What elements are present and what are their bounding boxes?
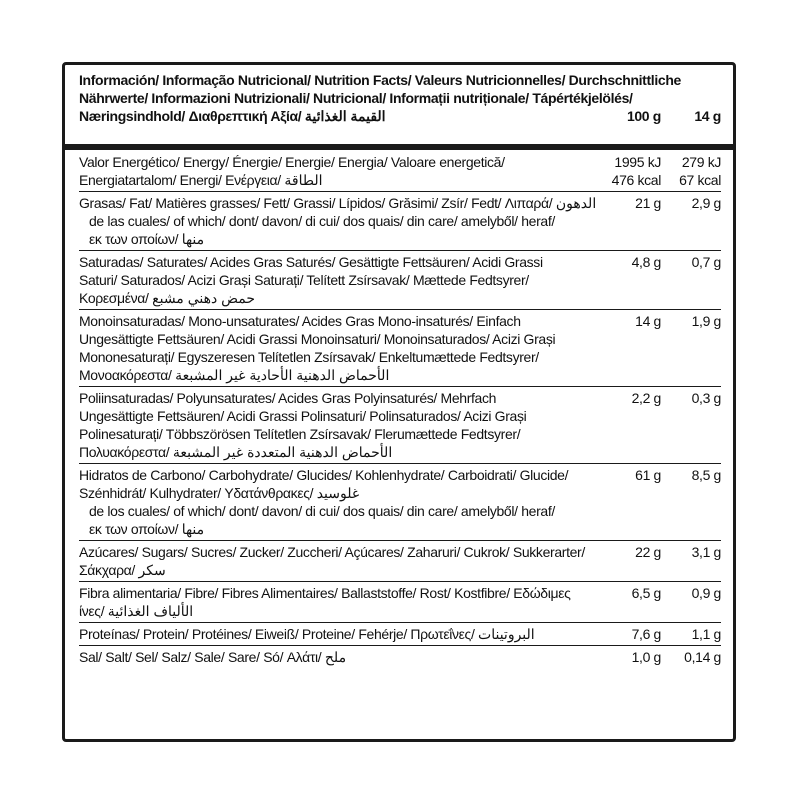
nutrient-name-line: Grasas/ Fat/ Matières grasses/ Fett/ Grassi/ Lípidos/ Grăsimi/ Zsír/ Fedt/ Λιπαρά/ الدهون (79, 195, 597, 211)
value-per-100g-text: 476 kcal (611, 172, 661, 188)
value-per-100g-text: 21 g (635, 195, 661, 211)
value-per-14g-text: 8,5 g (691, 467, 721, 483)
nutrient-row-energy (79, 151, 721, 192)
value-per-100g (571, 543, 661, 561)
value-per-100g-text: 2,2 g (631, 390, 661, 406)
value-per-100g (571, 466, 661, 484)
nutrient-name (79, 194, 609, 248)
value-per-100g-text: 7,6 g (631, 626, 661, 642)
nutrient-name-line: Azúcares/ Sugars/ Sucres/ Zucker/ Zuccheri/ Açúcares/ Zaharuri/ Cukrok/ Sukkerarter/ (79, 544, 585, 560)
value-per-14g (665, 466, 721, 484)
value-per-100g (571, 625, 661, 643)
nutrient-row-polyunsaturates (79, 387, 721, 464)
nutrient-name-line: Saturadas/ Saturates/ Acides Gras Saturés/ Gesättigte Fettsäuren/ Acidi Grassi (79, 254, 543, 270)
value-per-14g (665, 312, 721, 330)
nutrition-header (79, 71, 721, 125)
value-per-14g-text: 0,7 g (691, 254, 721, 270)
value-per-100g-text: 4,8 g (631, 254, 661, 270)
value-per-14g (665, 194, 721, 212)
value-per-100g (571, 312, 661, 330)
value-per-14g-text: 2,9 g (691, 195, 721, 211)
nutrient-name-line: Σάκχαρα/ سكر (79, 562, 166, 578)
nutrient-name (79, 312, 609, 384)
nutrient-name-line: ίνες/ الألياف الغذائية (79, 603, 194, 619)
value-per-100g-text: 22 g (635, 544, 661, 560)
header-title-line-3: Næringsindhold/ Διαθρεπτική Αξία/ القيمة الغذائية (79, 108, 386, 124)
nutrient-name (79, 153, 609, 189)
column-header-14g: 14 g (694, 108, 721, 124)
value-per-14g-text: 0,14 g (684, 649, 721, 665)
value-per-14g-text: 0,3 g (691, 390, 721, 406)
nutrient-row-protein (79, 623, 721, 646)
value-per-14g (665, 543, 721, 561)
value-per-100g (571, 253, 661, 271)
nutrient-name-line: Ungesättigte Fettsäuren/ Acidi Grassi Monoinsaturi/ Monoinsaturados/ Acizi Grași (79, 331, 556, 347)
nutrient-name-line: de los cuales/ of which/ dont/ davon/ di cui/ dos quais/ din care/ amelyből/ heraf/ (89, 503, 555, 519)
nutrient-name (79, 253, 609, 307)
nutrient-table (79, 151, 721, 668)
nutrient-row-saturates (79, 251, 721, 310)
value-per-100g (571, 584, 661, 602)
nutrient-name (79, 389, 609, 461)
value-per-14g (665, 389, 721, 407)
nutrient-name-line: Saturi/ Saturados/ Acizi Grași Saturați/ Telített Zsírsavak/ Mættede Fedtsyrer/ (79, 272, 529, 288)
nutrient-name-line: Valor Energético/ Energy/ Énergie/ Energie/ Energia/ Valoare energetică/ (79, 154, 505, 170)
nutrient-name-line: Energiatartalom/ Energi/ Ενέργεια/ الطاقة (79, 172, 323, 188)
nutrient-name-line: Proteínas/ Protein/ Protéines/ Eiweiß/ Proteine/ Fehérje/ Πρωτεΐνες/ البروتينات (79, 626, 535, 642)
nutrient-name-line: εκ των οποίων/ منها (89, 521, 205, 537)
nutrient-name (79, 625, 609, 643)
nutrient-name-line: Polinesaturați/ Többszörösen Telítetlen Zsírsavak/ Flerumættede Fedtsyrer/ (79, 426, 521, 442)
nutrient-name-line: Monoinsaturadas/ Mono-unsaturates/ Acides Gras Mono-insaturés/ Einfach (79, 313, 521, 329)
header-divider (65, 144, 733, 150)
value-per-14g (665, 253, 721, 271)
column-header-100g: 100 g (626, 108, 661, 124)
value-per-14g (665, 584, 721, 602)
header-title-line-2: Nährwerte/ Informazioni Nutrizionali/ Nutricional/ Informații nutriționale/ Tápértékjelölés/ (79, 90, 633, 106)
value-per-14g (665, 153, 721, 189)
nutrition-facts-panel (62, 62, 736, 742)
value-per-100g-text: 1995 kJ (614, 154, 661, 170)
nutrient-row-monounsaturates (79, 310, 721, 387)
nutrient-name-line: de las cuales/ of which/ dont/ davon/ di cui/ dos quais/ din care/ amelyből/ heraf/ (89, 213, 555, 229)
value-per-100g-text: 1,0 g (631, 649, 661, 665)
value-per-100g-text: 14 g (635, 313, 661, 329)
column-headers (599, 107, 721, 125)
value-per-14g (665, 648, 721, 666)
nutrient-name-line: Μονοακόρεστα/ الأحماض الدهنية الأحادية غير المشبعة (79, 367, 390, 383)
value-per-14g-text: 279 kJ (681, 154, 721, 170)
nutrient-name-line: Poliinsaturadas/ Polyunsaturates/ Acides Gras Polyinsaturés/ Mehrfach (79, 390, 497, 406)
nutrient-name-line: εκ των οποίων/ منها (89, 231, 205, 247)
nutrient-name-line: Hidratos de Carbono/ Carbohydrate/ Glucides/ Kohlenhydrate/ Carboidrati/ Glucide/ (79, 467, 569, 483)
nutrient-row-fibre (79, 582, 721, 623)
value-per-14g-text: 67 kcal (679, 172, 721, 188)
nutrient-name (79, 584, 609, 620)
nutrient-name (79, 648, 609, 666)
value-per-100g (571, 194, 661, 212)
nutrient-name-line: Πολυακόρεστα/ الأحماض الدهنية المتعددة غير المشبعة (79, 444, 393, 460)
nutrient-name (79, 466, 609, 538)
nutrient-name-line: Sal/ Salt/ Sel/ Salz/ Sale/ Sare/ Só/ Αλάτι/ ملح (79, 649, 347, 665)
nutrient-row-sugars (79, 541, 721, 582)
value-per-100g (571, 153, 661, 189)
nutrient-name-line: Szénhidrát/ Kulhydrater/ Υδατάνθρακες/ غلوسيد (79, 485, 360, 501)
value-per-14g-text: 1,1 g (691, 626, 721, 642)
nutrient-name-line: Κορεσμένα/ حمض دهني مشبع (79, 290, 255, 306)
nutrient-name-line: Mononesaturați/ Egyszeresen Telítetlen Zsírsavak/ Enkeltumættede Fedtsyrer/ (79, 349, 539, 365)
nutrient-row-salt (79, 646, 721, 668)
value-per-100g (571, 389, 661, 407)
header-title-line-1: Información/ Informação Nutricional/ Nutrition Facts/ Valeurs Nutricionnelles/ Durchschnittliche (79, 72, 681, 88)
value-per-14g-text: 0,9 g (691, 585, 721, 601)
value-per-100g-text: 61 g (635, 467, 661, 483)
value-per-14g-text: 3,1 g (691, 544, 721, 560)
nutrient-name-line: Fibra alimentaria/ Fibre/ Fibres Alimentaires/ Ballaststoffe/ Rost/ Kostfibre/ Εδώδιμες (79, 585, 571, 601)
nutrient-row-carbohydrate (79, 464, 721, 541)
value-per-100g (571, 648, 661, 666)
value-per-14g (665, 625, 721, 643)
value-per-100g-text: 6,5 g (631, 585, 661, 601)
nutrient-name (79, 543, 609, 579)
nutrient-row-fat (79, 192, 721, 251)
value-per-14g-text: 1,9 g (691, 313, 721, 329)
nutrient-name-line: Ungesättigte Fettsäuren/ Acidi Grassi Polinsaturi/ Polinsaturados/ Acizi Grași (79, 408, 527, 424)
